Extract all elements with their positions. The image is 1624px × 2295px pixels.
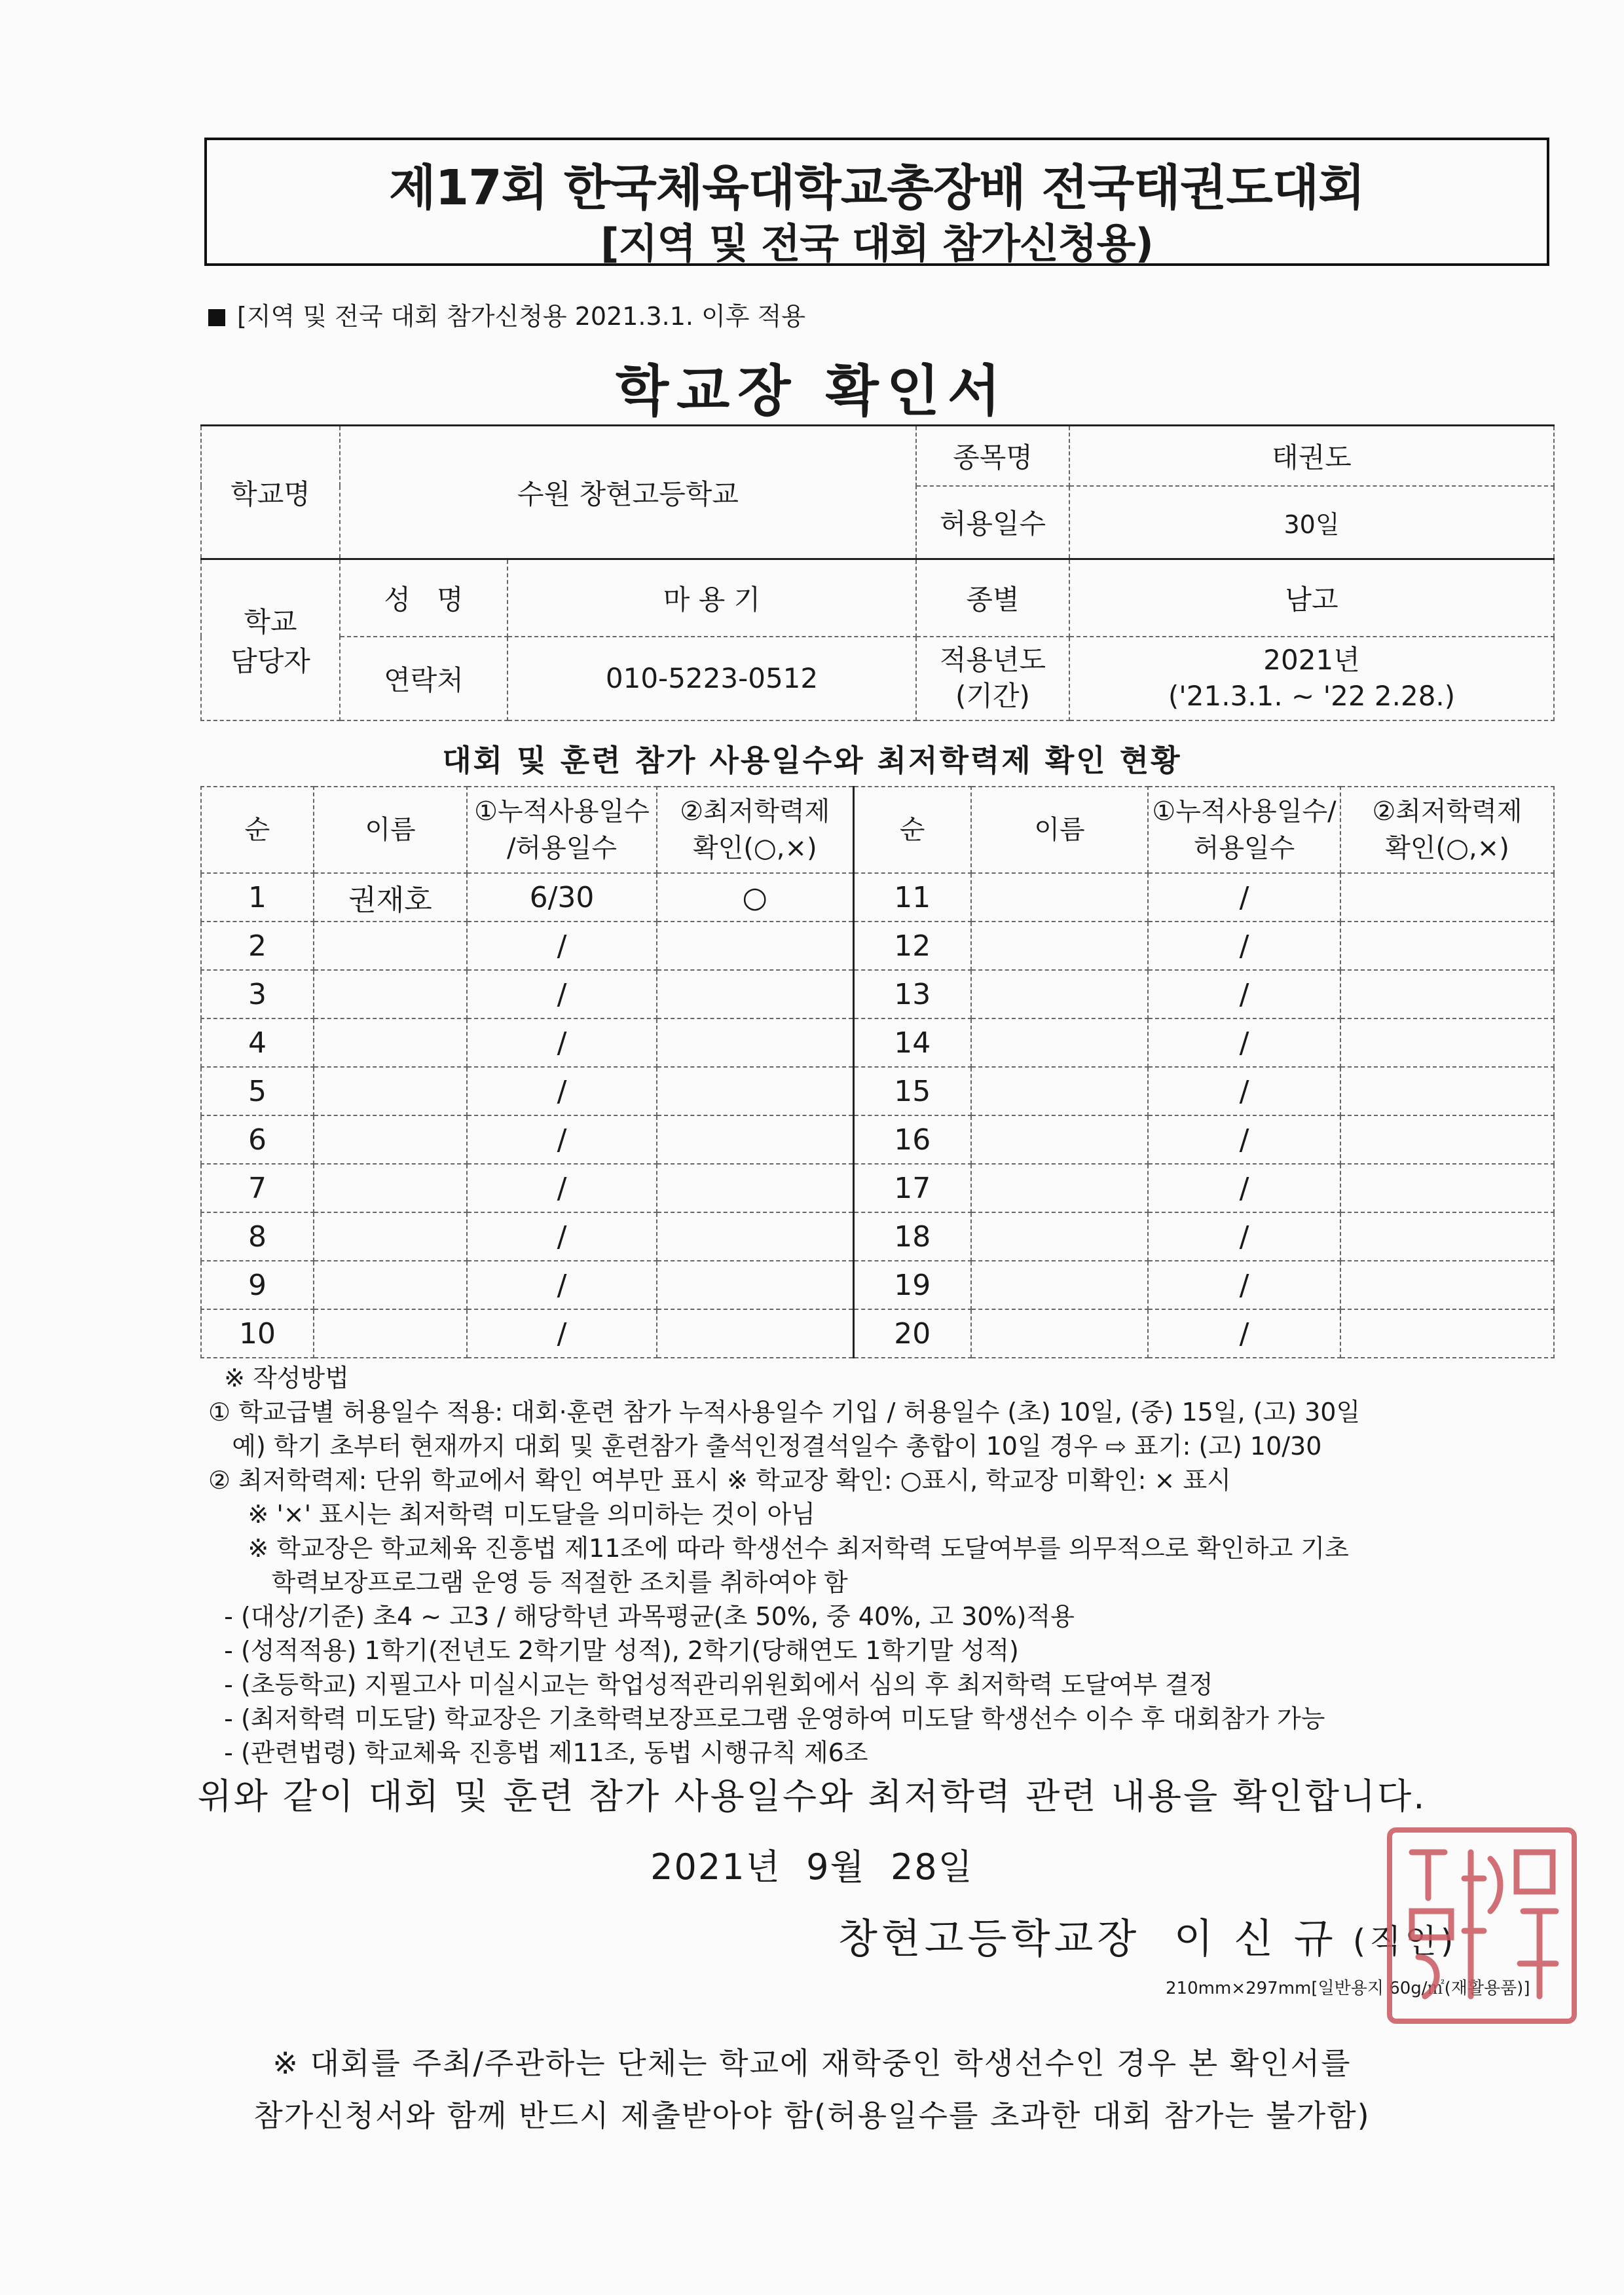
academic-check-cell [1340,1067,1554,1115]
contact-value: 010-5223-0512 [507,637,916,720]
used-days-cell: / [467,1018,657,1067]
col-no2-header: 순 [853,787,971,873]
athlete-name-cell [314,1067,467,1115]
athlete-name-cell [971,1067,1148,1115]
seal-label: (직인) [1352,1922,1458,1960]
info-table [200,424,1555,721]
academic-check-cell [1340,1115,1554,1164]
academic-check-cell [1340,1212,1554,1261]
footer-notice [0,2037,1624,2142]
athlete-name-cell [971,1164,1148,1212]
athlete-name-cell [314,1164,467,1212]
principal-signature [838,1906,1457,1964]
col-days-header-line2: /허용일수 [506,833,618,863]
instruction-line: ※ '×' 표시는 최저학력 미도달을 의미하는 것이 아님 [208,1500,815,1529]
title-box [204,138,1549,266]
row-number-cell: 6 [201,1115,314,1164]
col-check-header-line2: 확인(○,×) [692,833,817,863]
row-number-cell: 13 [853,970,971,1018]
type-value: 남고 [1069,559,1554,637]
athlete-name-cell [314,922,467,970]
athlete-name-cell [971,873,1148,922]
notice-line [208,296,805,332]
academic-check-cell: ○ [657,873,853,922]
athlete-name-cell [971,1212,1148,1261]
sport-label: 종목명 [916,426,1069,486]
instruction-line: - (최저학력 미도달) 학교장은 기초학력보장프로그램 운영하여 미도달 학생선수 이수 후 대회참가 가능 [208,1704,1325,1733]
year-value [1069,637,1554,720]
academic-check-cell [1340,1164,1554,1212]
used-days-cell: / [1148,970,1340,1018]
athlete-name-cell [314,1309,467,1358]
academic-check-cell [1340,922,1554,970]
row-number-cell: 9 [201,1261,314,1309]
instruction-line: 예) 학기 초부터 현재까지 대회 및 훈련참가 출석인정결석일수 총합이 10일 경우 ⇨ 표기: (고) 10/30 [208,1432,1322,1461]
year-label-line2: (기간) [955,679,1030,712]
confirmation-statement: 위와 같이 대회 및 훈련 참가 사용일수와 최저학력 관련 내용을 확인합니다. [197,1776,1427,1817]
academic-check-cell [657,970,853,1018]
row-number-cell: 4 [201,1018,314,1067]
used-days-cell: / [1148,1115,1340,1164]
col-days2-header [1148,787,1340,873]
row-number-cell: 11 [853,873,971,922]
col-name-header: 이름 [314,787,467,873]
used-days-cell: / [1148,1018,1340,1067]
table-row [201,1018,1554,1067]
type-label: 종별 [916,559,1069,637]
athlete-name-cell [971,1115,1148,1164]
instruction-line: ※ 학교장은 학교체육 진흥법 제11조에 따라 학생선수 최저학력 도달여부를 의무적으로 확인하고 기초 [208,1534,1349,1563]
row-number-cell: 17 [853,1164,971,1212]
status-table [200,786,1555,1358]
athlete-name-cell [314,1261,467,1309]
instruction-line: 학력보장프로그램 운영 등 적절한 조치를 취하여야 함 [208,1568,848,1597]
col-days2-header-line2: 허용일수 [1193,833,1295,863]
academic-check-cell [657,1212,853,1261]
academic-check-cell [1340,873,1554,922]
school-value: 수원 창현고등학교 [340,426,916,559]
instruction-line: - (관련법령) 학교체육 진흥법 제11조, 동법 시행규칙 제6조 [208,1738,868,1767]
official-seal-stamp [1387,1827,1577,2024]
school-label: 학교명 [201,426,340,559]
notice-text: [지역 및 전국 대회 참가신청용 2021.3.1. 이후 적용 [237,302,806,331]
used-days-cell: / [1148,1309,1340,1358]
used-days-cell: / [467,922,657,970]
manager-label-line2: 담당자 [231,644,310,677]
academic-check-cell [657,1164,853,1212]
academic-check-cell [657,1018,853,1067]
table-row [201,970,1554,1018]
athlete-name-cell [971,922,1148,970]
academic-check-cell [657,922,853,970]
instruction-line: - (성적적용) 1학기(전년도 2학기말 성적), 2학기(당해연도 1학기말 성적) [208,1636,1019,1665]
academic-check-cell [1340,1309,1554,1358]
year-value-line2: ('21.3.1. ~ '22 2.28.) [1168,679,1456,712]
used-days-cell: / [467,1164,657,1212]
col-days-header [467,787,657,873]
athlete-name-cell [314,1115,467,1164]
paper-spec: 210mm×297mm[일반용지 60g/㎡(재활용품)] [1166,1979,1530,1998]
manager-label [201,559,340,720]
table-header-row [201,787,1554,873]
row-number-cell: 14 [853,1018,971,1067]
col-check2-header [1340,787,1554,873]
used-days-cell: / [467,1261,657,1309]
contact-label: 연락처 [340,637,507,720]
used-days-cell: 6/30 [467,873,657,922]
table-row [201,1067,1554,1115]
athlete-name-cell [971,970,1148,1018]
row-number-cell: 19 [853,1261,971,1309]
table-row [201,1261,1554,1309]
col-days2-header-line1: ①누적사용일수/ [1152,796,1337,827]
academic-check-cell [1340,970,1554,1018]
col-days-header-line1: ①누적사용일수 [474,796,650,827]
row-number-cell: 5 [201,1067,314,1115]
used-days-cell: / [467,1309,657,1358]
table-row [201,1164,1554,1212]
used-days-cell: / [1148,1261,1340,1309]
row-number-cell: 12 [853,922,971,970]
table-row [201,1309,1554,1358]
used-days-cell: / [467,1212,657,1261]
athlete-name-cell [971,1309,1148,1358]
used-days-cell: / [1148,873,1340,922]
year-label [916,637,1069,720]
athlete-name-cell: 권재호 [314,873,467,922]
athlete-name-cell [971,1018,1148,1067]
table-row [201,1212,1554,1261]
used-days-cell: / [1148,1212,1340,1261]
used-days-cell: / [467,1115,657,1164]
academic-check-cell [657,1309,853,1358]
instruction-line: ① 학교급별 허용일수 적용: 대회·훈련 참가 누적사용일수 기입 / 허용일수 (초) 10일, (중) 15일, (고) 30일 [208,1398,1361,1427]
col-check-header [657,787,853,873]
row-number-cell: 10 [201,1309,314,1358]
col-no-header: 순 [201,787,314,873]
page-title: 학교장 확인서 [615,359,1009,423]
principal-name: 창현고등학교장 이 신 규 [838,1914,1337,1962]
used-days-cell: / [1148,1067,1340,1115]
athlete-name-cell [314,1212,467,1261]
academic-check-cell [1340,1018,1554,1067]
row-number-cell: 2 [201,922,314,970]
footer-line1: ※ 대회를 주최/주관하는 단체는 학교에 재학중인 학생선수인 경우 본 확인서를 [272,2045,1352,2081]
name-label: 성 명 [340,559,507,637]
row-number-cell: 1 [201,873,314,922]
row-number-cell: 8 [201,1212,314,1261]
col-check-header-line1: ②최저학력제 [680,796,830,827]
status-title: 대회 및 훈련 참가 사용일수와 최저학력제 확인 현황 [442,743,1182,778]
sport-value: 태권도 [1069,426,1554,486]
year-value-line1: 2021년 [1263,643,1360,676]
square-bullet-icon [208,309,225,326]
row-number-cell: 18 [853,1212,971,1261]
instruction-line: - (대상/기준) 초4 ~ 고3 / 해당학년 과목평균(초 50%, 중 40%, 고 30%)적용 [208,1602,1075,1631]
used-days-cell: / [1148,1164,1340,1212]
athlete-name-cell [314,1018,467,1067]
col-check2-header-line2: 확인(○,×) [1385,833,1509,863]
instruction-line: ※ 작성방법 [208,1364,349,1392]
allowed-days-value: 30일 [1069,486,1554,559]
table-row [201,873,1554,922]
col-check2-header-line1: ②최저학력제 [1372,796,1522,827]
athlete-name-cell [314,970,467,1018]
row-number-cell: 3 [201,970,314,1018]
row-number-cell: 15 [853,1067,971,1115]
athlete-name-cell [971,1261,1148,1309]
table-row [201,922,1554,970]
instruction-line: - (초등학교) 지필고사 미실시교는 학업성적관리위원회에서 심의 후 최저학력 도달여부 결정 [208,1670,1213,1699]
used-days-cell: / [467,970,657,1018]
row-number-cell: 16 [853,1115,971,1164]
row-number-cell: 20 [853,1309,971,1358]
row-number-cell: 7 [201,1164,314,1212]
academic-check-cell [657,1067,853,1115]
footer-line2: 참가신청서와 함께 반드시 제출받아야 함(허용일수를 초과한 대회 참가는 불가함) [253,2098,1371,2133]
used-days-cell: / [467,1067,657,1115]
seal-glyphs-icon [1392,1833,1572,2019]
allowed-days-label: 허용일수 [916,486,1069,559]
document-title-line1: 제17회 한국체육대학교총장배 전국태권도대회 [389,160,1365,216]
used-days-cell: / [1148,922,1340,970]
academic-check-cell [657,1115,853,1164]
col-name2-header: 이름 [971,787,1148,873]
academic-check-cell [657,1261,853,1309]
instruction-line: ② 최저학력제: 단위 학교에서 확인 여부만 표시 ※ 학교장 확인: ○표시, 학교장 미확인: × 표시 [208,1466,1231,1495]
year-label-line1: 적용년도 [939,643,1046,676]
instructions [208,1361,1360,1770]
document-title-line2: [지역 및 전국 대회 참가신청용) [600,219,1153,267]
name-value: 마 용 기 [507,559,916,637]
manager-label-line1: 학교 [244,605,297,638]
academic-check-cell [1340,1261,1554,1309]
signature-date: 2021년 9월 28일 [650,1846,974,1888]
table-row [201,1115,1554,1164]
